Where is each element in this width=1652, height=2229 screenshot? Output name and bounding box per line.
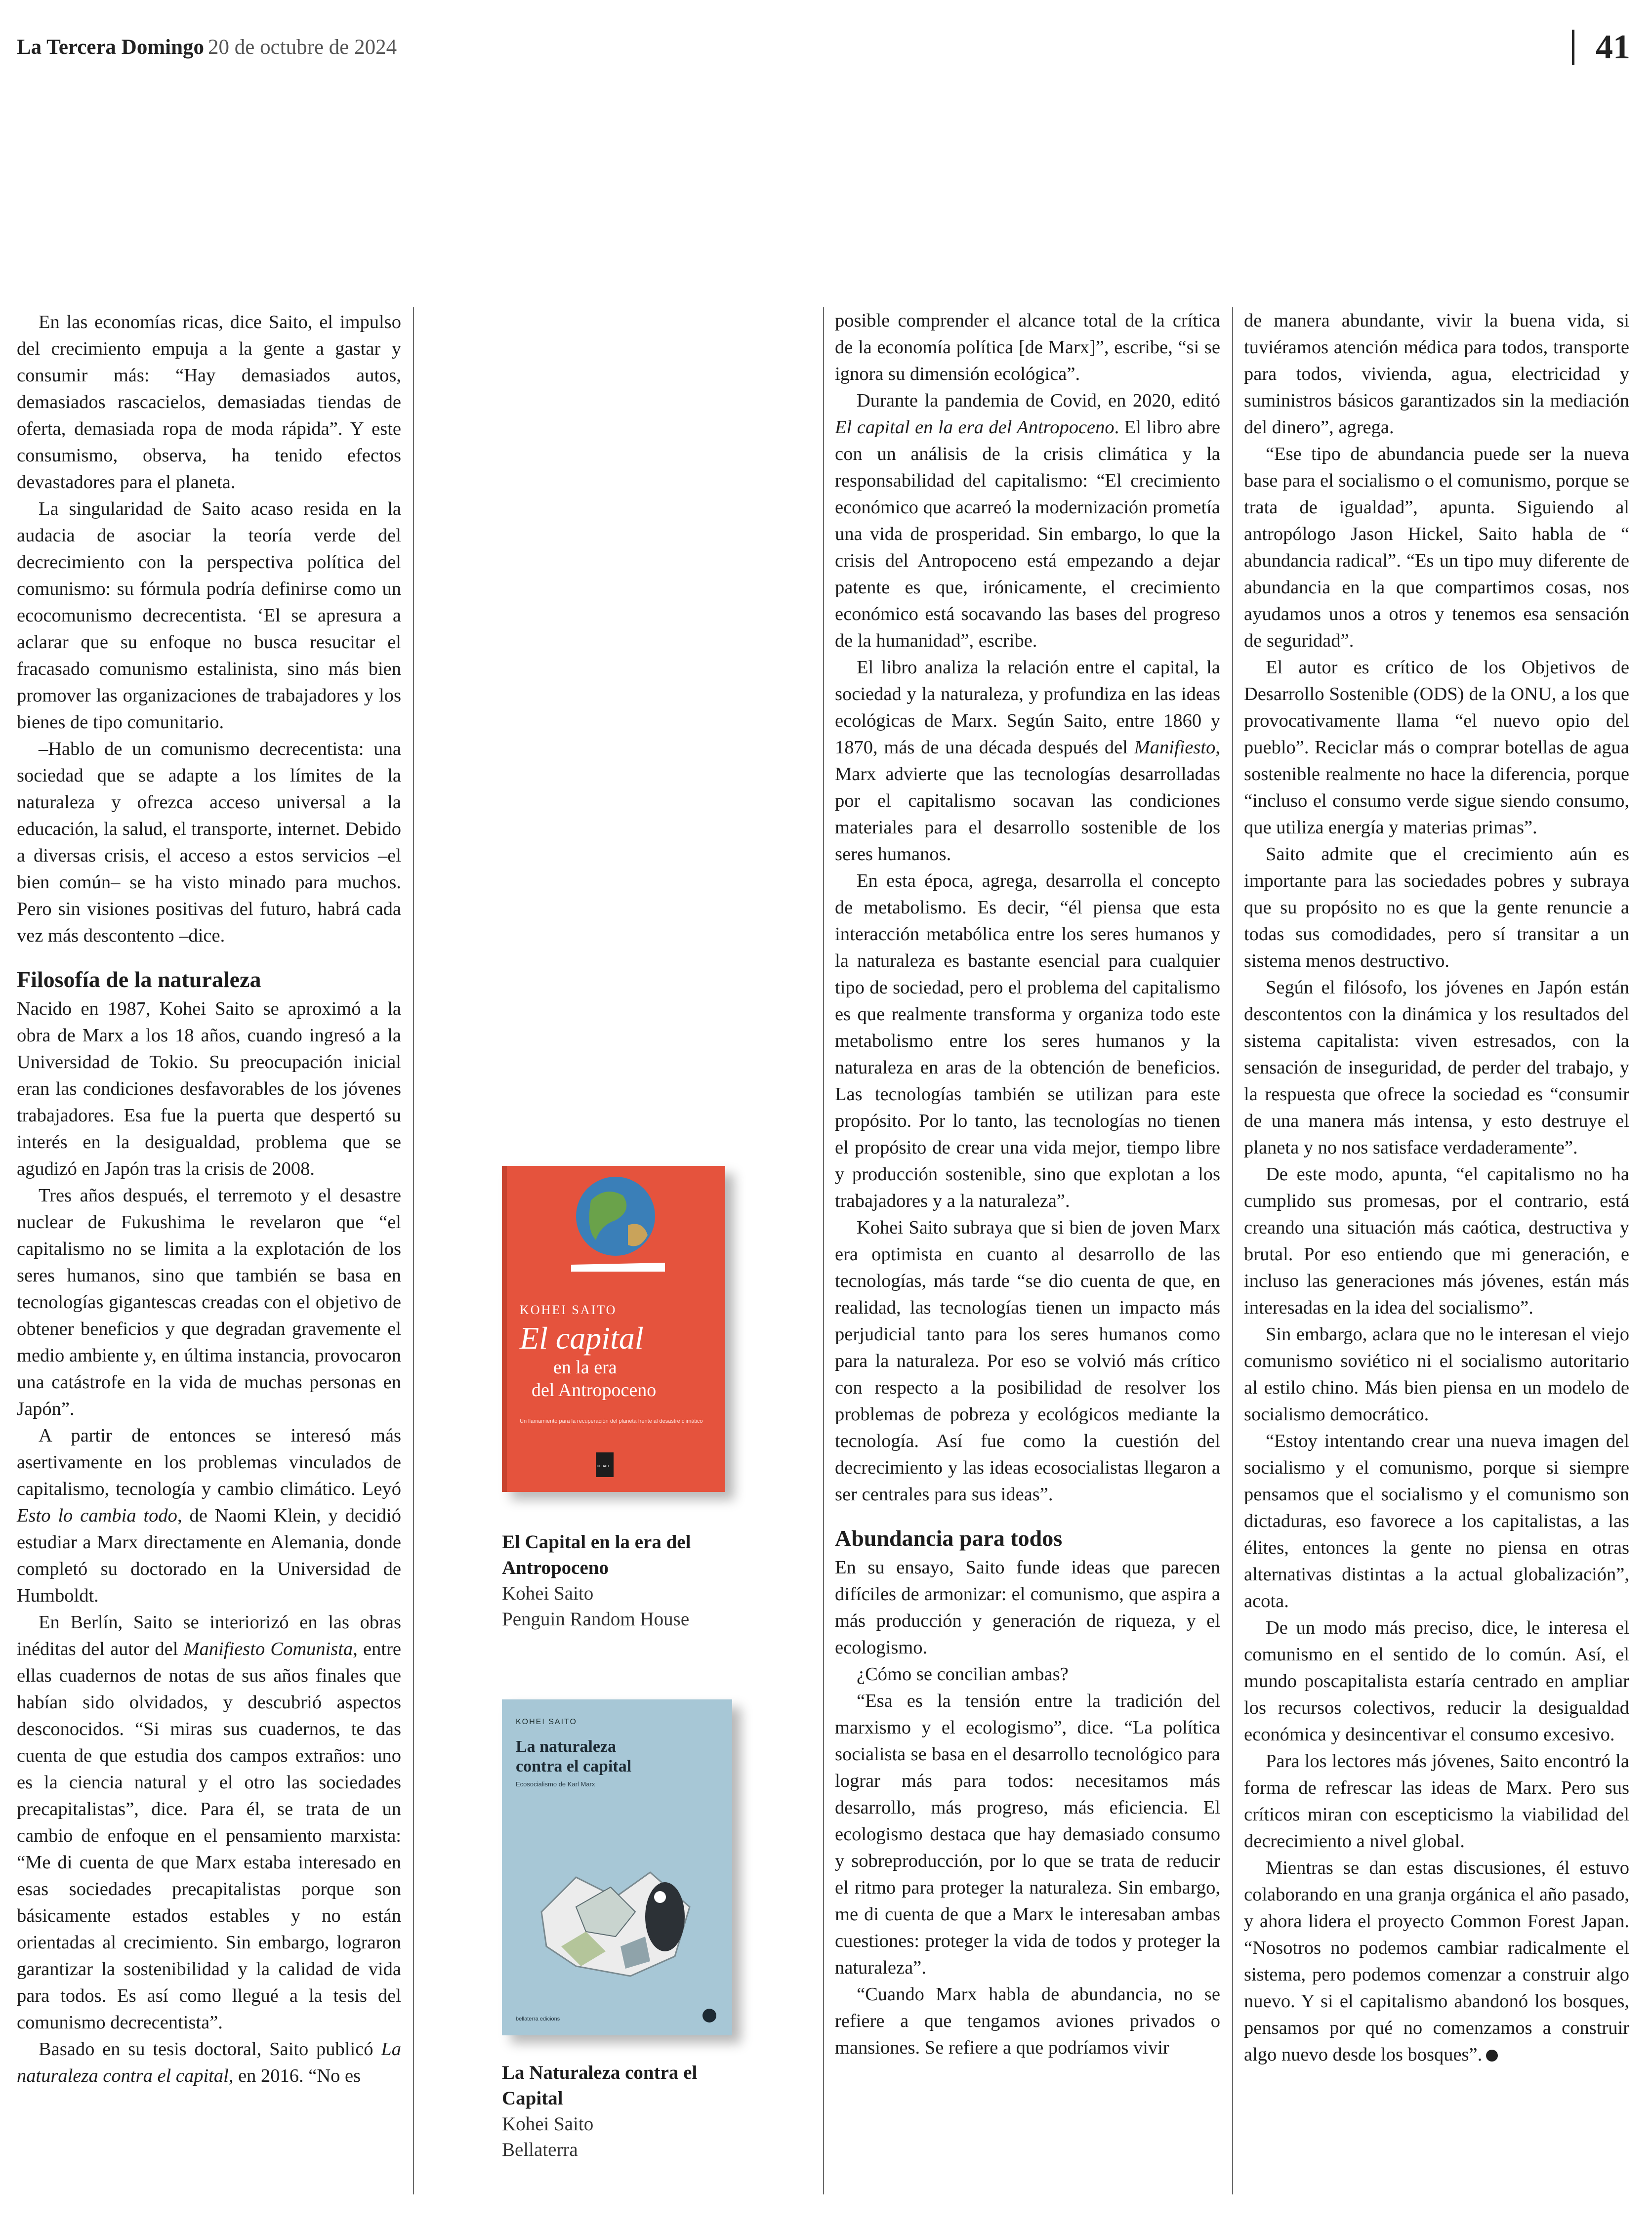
paragraph <box>835 654 1220 867</box>
book-author: Kohei Saito <box>502 1583 594 1604</box>
text-run: En Berlín, Saito se interiorizó en las obras inéditas del autor del <box>17 1612 401 1659</box>
paragraph: “Cuando Marx habla de abundancia, no se refiere a que tengamos aviones privados o mansiones. Se refiere a que podríamos vivir <box>835 1984 1220 2058</box>
text-run: El libro analiza la relación entre el capital, la sociedad y la naturaleza, y profundiza en las ideas ecológicas de Marx. Según Saito, entre 1860 y 1870, más de una década después del <box>835 657 1220 758</box>
paragraph: Saito admite que el crecimiento aún es importante para las sociedades pobres y subraya que su propósito no es que la gente renuncie a todas sus comodidades, pero sí transitar a un sistema menos destructivo. <box>1244 844 1629 971</box>
cover-title: del Antropoceno <box>532 1380 657 1401</box>
paragraph: posible comprender el alcance total de la crítica de la economía política [de Marx]”, escribe, “si se ignora su dimensión ecológica”. <box>835 310 1220 384</box>
book-publisher: Penguin Random House <box>502 1609 690 1630</box>
paragraph: ¿Cómo se concilian ambas? <box>857 1664 1069 1685</box>
paragraph <box>17 2036 401 2089</box>
book-publisher: Bellaterra <box>502 2139 578 2160</box>
cover-subtitle: Un llamamiento para la recuperación del planeta frente al desastre climático <box>520 1418 703 1424</box>
paragraph: En su ensayo, Saito funde ideas que parecen difíciles de armonizar: el comunismo, que aspira a más producción y generación de riqueza, y el ecologismo. <box>835 1557 1220 1658</box>
text-run: Basado en su tesis doctoral, Saito publicó <box>39 2039 381 2060</box>
paragraph: “Esa es la tensión entre la tradición del marxismo y el ecologismo”, dice. “La política socialista se basa en el desarrollo tecnológico para lograr más para todos: necesitamos más desarrollo, más progreso, más eficiencia. El ecologismo destaca que hay demasiado consumo y sobreproducción, por lo que se trata de reducir el ritmo para proteger la naturaleza. Sin embargo, me di cuenta de que a Marx le interesaban ambas cuestiones: proteger la vida de todos y proteger la naturaleza”. <box>835 1691 1220 1978</box>
text-run: , entre ellas cuadernos de notas de sus años finales que habían sido olvidados, y descubrió aspectos desconocidos. “Si miras sus cuadernos, te das cuenta de que estudia dos campos extraños: uno es la ciencia natural y el otro las sociedades precapitalistas”, dice. Para él, se trata de un cambio de enfoque en el pensamiento marxista: “Me di cuenta de que Marx estaba interesado en esas sociedades precapitalistas porque son básicamente estados estables y no están orientadas al crecimiento. Sin embargo, lograron garantizar la sostenibilidad y la calidad de vida para todos. Es así como llegué a la tesis del comunismo decrecentista”. <box>17 1639 401 2033</box>
paragraph: Según el filósofo, los jóvenes en Japón están descontentos con la dinámica y los resultados del sistema capitalista: viven estresados, con la sensación de inseguridad, de perder del trabajo, y la respuesta que ofrece la sociedad es “consumir de una manera más intensa, y esto destruye el planeta y no nos satisface verdaderamente”. <box>1244 977 1629 1158</box>
cover-spine-shadow <box>502 1166 507 1492</box>
column-rule <box>413 307 414 2194</box>
paragraph <box>17 1609 401 2036</box>
column-rule <box>823 307 824 2194</box>
paragraph: En esta época, agrega, desarrolla el concepto de metabolismo. Es decir, “él piensa que esta interacción metabólica entre los seres humanos y la naturaleza es bastante esencial para cualquier tipo de sociedad, pero el problema del capitalismo es que realmente transforma y organiza todo este metabolismo entre los seres humanos y la naturaleza en aras de la obtención de beneficios. Las tecnologías también se utilizan para este propósito. Por lo tanto, las tecnologías no tienen el propósito de crear una vida mejor, tiempo libre y producción sostenible, sino que explotan a los trabajadores y a la naturaleza”. <box>835 870 1220 1211</box>
book-title-ref: Manifiesto Comunista <box>183 1639 353 1659</box>
book-caption-2 <box>502 2060 749 2163</box>
section-heading: Filosofía de la naturaleza <box>17 967 261 992</box>
text-run: , en 2016. “No es <box>228 2065 361 2086</box>
page-number-rule <box>1572 30 1574 65</box>
book-title-ref: El capital en la era del Antropoceno <box>835 417 1115 438</box>
text-run: Mientras se dan estas discusiones, él estuvo colaborando en una granja orgánica el año pasado, y ahora lidera el proyecto Common Forest Japan. “Nosotros no podemos cambiar radicalmente el sistema, pero podemos comenzar a construir algo nuevo. Y si el capitalismo abandonó los bosques, pensamos por qué no comenzamos a construir algo nuevo desde los bosques”. <box>1244 1858 1629 2065</box>
cover-author: KOHEI SAITO <box>516 1718 577 1726</box>
paragraph: Para los lectores más jóvenes, Saito encontró la forma de refrescar las ideas de Marx. Pero sus críticos miran con escepticismo la viabilidad del decrecimiento a nivel global. <box>1244 1751 1629 1852</box>
end-of-article-icon <box>1486 2050 1498 2062</box>
paragraph: De este modo, apunta, “el capitalismo no ha cumplido sus promesas, por el contrario, está creando una situación más caótica, destructiva y brutal. Por eso entiendo que mi generación, e incluso las generaciones más jóvenes, están más interesadas en la idea del socialismo”. <box>1244 1164 1629 1318</box>
text-run: . El libro abre con un análisis de la crisis climática y la responsabilidad del capitalismo: “El crecimiento económico que acarreó la modernización prometía una vida de prosperidad. Sin embargo, lo que la crisis del Antropoceno está empezando a dejar patente es que, irónicamente, el crecimiento económico está socavando las bases del progreso de la humanidad”, escribe. <box>835 417 1220 651</box>
publisher-logo <box>702 2009 716 2023</box>
paragraph <box>835 387 1220 654</box>
text-run: , Marx advierte que las tecnologías desarrolladas por el capitalismo socavan las condiciones materiales para el desarrollo sostenible de los seres humanos. <box>835 737 1220 865</box>
publication-line <box>17 35 397 59</box>
book-author: Kohei Saito <box>502 2113 594 2135</box>
book-cover-image <box>502 1699 732 2035</box>
cover-title: en la era <box>553 1357 617 1378</box>
cover-title: El capital <box>520 1321 644 1356</box>
page-number: 41 <box>1596 28 1630 66</box>
article-column-3 <box>835 307 1220 2061</box>
text-run: , de Naomi Klein, y decidió estudiar a Marx directamente en Alemania, donde completó su doctorado en la Universidad de Humboldt. <box>17 1505 401 1606</box>
section-heading: Abundancia para todos <box>835 1526 1063 1551</box>
publication-name: La Tercera Domingo <box>17 36 205 59</box>
paragraph: Nacido en 1987, Kohei Saito se aproximó a la obra de Marx a los 18 años, cuando ingresó a la Universidad de Tokio. Su preocupación inicial eran las condiciones desfavorables de los jóvenes trabajadores. Esa fue la puerta que despertó su interés en la desigualdad, problema que se agudizó en Japón tras la crisis de 2008. <box>17 998 401 1179</box>
paragraph: Kohei Saito subraya que si bien de joven Marx era optimista en cuanto al desarrollo de las tecnologías, más tarde “se dio cuenta de que, en realidad, las tecnologías tienen un impacto más perjudicial tanto para los seres humanos como para la naturaleza. Por eso se volvió más crítico con respecto a la posibilidad de resolver los problemas de pobreza y ecológicos mediante la tecnología. Así fue como la cuestión del decrecimiento y las ideas ecosocialistas llegaron a ser centrales para sus ideas”. <box>835 1217 1220 1505</box>
page-header <box>17 30 1635 69</box>
paragraph: de manera abundante, vivir la buena vida, si tuviéramos atención médica para todos, transporte para todos, vivienda, agua, electricidad y suministros básicos garantizados sin la mediación del dinero”, agrega. <box>1244 310 1629 438</box>
paragraph: “Estoy intentando crear una nueva imagen del socialismo y el comunismo, porque si siempre pensamos que el socialismo y el comunismo son dictaduras, eso favorece a los capitalistas, a las élites, entonces la gente no piensa en otras alternativas distintas a la actual globalización”, acota. <box>1244 1431 1629 1611</box>
cover-title: La naturaleza <box>516 1737 617 1756</box>
paragraph <box>1244 1855 1629 2068</box>
article-column-4 <box>1244 307 1629 2068</box>
paragraph: Tres años después, el terremoto y el desastre nuclear de Fukushima le revelaron que “el capitalismo no se limita a la explotación de los seres humanos, sino que también se basa en tecnologías gigantescas creadas con el objetivo de obtener beneficios y que degradan gravemente el medio ambiente y, en última instancia, provocaron una catástrofe en la vida de muchas personas en Japón”. <box>17 1185 401 1419</box>
paragraph: Sin embargo, aclara que no le interesan el viejo comunismo soviético ni el socialismo autoritario al estilo chino. Más bien piensa en un modelo de socialismo democrático. <box>1244 1324 1629 1425</box>
paragraph <box>17 1422 401 1609</box>
publisher-logo-text: DEBATE <box>597 1465 611 1468</box>
book-title-ref: Esto lo cambia todo <box>17 1505 177 1526</box>
text-run: Durante la pandemia de Covid, en 2020, editó <box>857 390 1220 411</box>
book-cover-image <box>502 1166 725 1492</box>
paragraph: El autor es crítico de los Objetivos de Desarrollo Sostenible (ODS) de la ONU, a los que provocativamente llama “el nuevo opio del pueblo”. Reciclar más o comprar botellas de agua sostenible realmente no hace la diferencia, porque “incluso el consumo verde sigue siendo consumo, que utiliza energía y materias primas”. <box>1244 657 1629 838</box>
paragraph: De un modo más preciso, dice, le interesa el comunismo en el sentido de lo común. Así, el mundo poscapitalista estaría centrado en ampliar los recursos colectivos, reducir la desigualdad económica y desincentivar el consumo excesivo. <box>1244 1617 1629 1745</box>
book-caption-1 <box>502 1529 749 1632</box>
book-title: La Naturaleza contra el Capital <box>502 2062 698 2109</box>
cover-author: KOHEI SAITO <box>520 1303 617 1317</box>
cover-footer: bellaterra edicions <box>516 2016 560 2022</box>
paragraph: –Hablo de un comunismo decrecentista: una sociedad que se adapte a los límites de la naturaleza y ofrezca acceso universal a la educación, la salud, el transporte, internet. Debido a diversas crisis, el acceso a estos servicios –el bien común– se ha visto minado para muchos. Pero sin visiones positivas del futuro, habrá cada vez más descontento –dice. <box>17 739 401 946</box>
column-rule <box>1232 307 1233 2194</box>
paragraph: La singularidad de Saito acaso resida en la audacia de asociar la teoría verde del decrecimiento con la perspectiva política del comunismo: su fórmula podría definirse como un ecocomunismo decrecentista. ‘El se apresura a aclarar que su enfoque no busca resucitar el fracasado comunismo estalinista, sino más bien promover las organizaciones de trabajadores y los bienes de tipo comunitario. <box>17 498 401 733</box>
paragraph: En las economías ricas, dice Saito, el impulso del crecimiento empuja a la gente a gastar y consumir más: “Hay demasiados autos, demasiados rascacielos, demasiadas tiendas de oferta, demasiada ropa de moda rápida”. Y este consumismo, observa, ha tenido efectos devastadores para el planeta. <box>17 312 401 493</box>
article-column-1 <box>17 309 401 2089</box>
cover-subtitle: Ecosocialismo de Karl Marx <box>516 1780 595 1788</box>
paragraph: “Ese tipo de abundancia puede ser la nueva base para el socialismo o el comunismo, porque se trata de igualdad”, apunta. Siguiendo al antropólogo Jason Hickel, Saito habla de “ abundancia radical”. “Es un tipo muy diferente de abundancia en la que compartimos cosas, nos ayudamos unos a otros y tenemos esa sensación de seguridad”. <box>1244 444 1629 651</box>
book-title: El Capital en la era del Antropoceno <box>502 1531 691 1578</box>
text-run: A partir de entonces se interesó más asertivamente en los problemas vinculados de capitalismo, tecnología y cambio climático. Leyó <box>17 1425 401 1499</box>
cover-title: contra el capital <box>516 1757 632 1775</box>
book-title-ref: La naturaleza contra el capital <box>17 2039 401 2086</box>
book-title-ref: Manifiesto <box>1134 737 1216 758</box>
issue-date: 20 de octubre de 2024 <box>208 36 397 59</box>
